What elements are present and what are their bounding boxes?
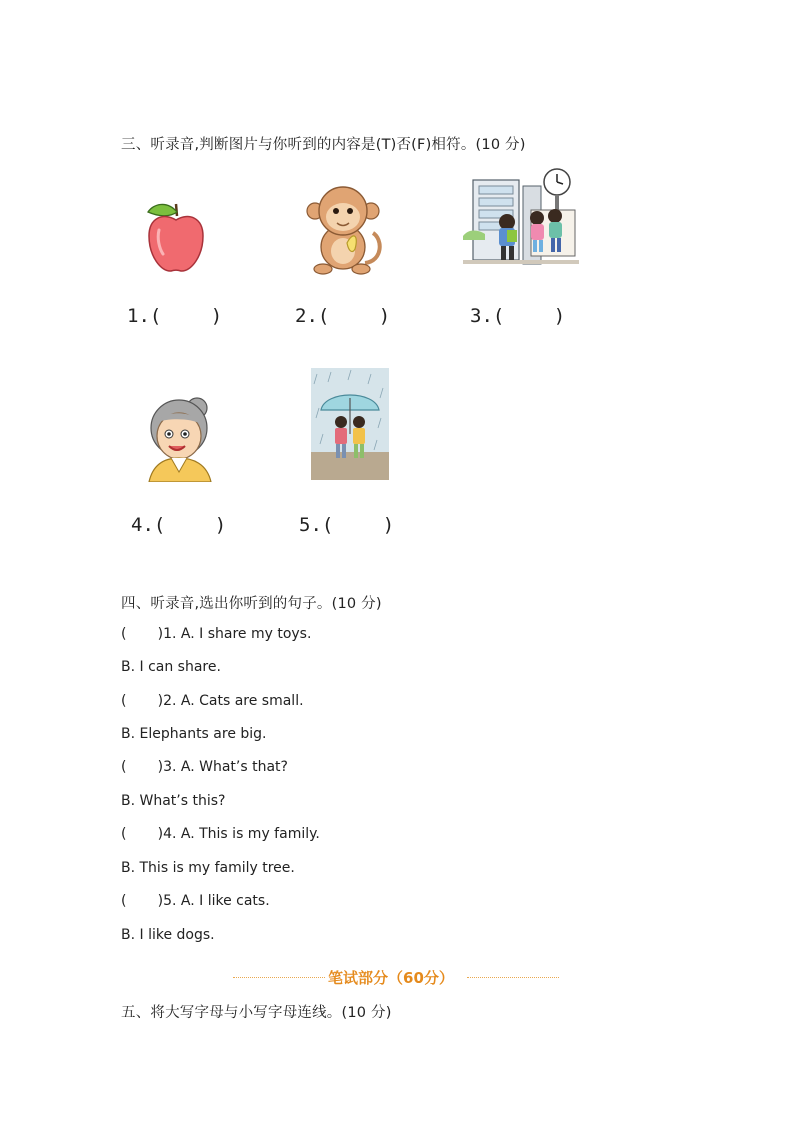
section4-title: 四、听录音,选出你听到的句子。(10 分)	[121, 596, 382, 612]
answer-blank-4[interactable]: 4.( )	[131, 514, 227, 536]
grandmother-icon	[145, 392, 217, 482]
written-section-banner: 笔试部分（60分）	[328, 969, 454, 987]
rain-umbrella-icon	[311, 368, 389, 480]
question-3-option-b: B. What’s this?	[121, 793, 226, 809]
question-5-option-a[interactable]: ( )5. A. I like cats.	[121, 893, 270, 909]
question-1-option-b: B. I can share.	[121, 659, 221, 675]
answer-blank-2[interactable]: 2.( )	[295, 305, 391, 327]
question-4-option-b: B. This is my family tree.	[121, 860, 295, 876]
question-5-option-b: B. I like dogs.	[121, 927, 215, 943]
apple-icon	[143, 198, 209, 274]
answer-blank-5[interactable]: 5.( )	[299, 514, 395, 536]
banner-divider-right	[467, 977, 559, 978]
school-children-icon	[463, 166, 579, 274]
question-4-option-a[interactable]: ( )4. A. This is my family.	[121, 826, 320, 842]
section5-title: 五、将大写字母与小写字母连线。(10 分)	[121, 1005, 392, 1021]
monkey-icon	[303, 183, 385, 275]
question-3-option-a[interactable]: ( )3. A. What’s that?	[121, 759, 288, 775]
question-2-option-b: B. Elephants are big.	[121, 726, 267, 742]
banner-divider-left	[233, 977, 325, 978]
section3-title: 三、听录音,判断图片与你听到的内容是(T)否(F)相符。(10 分)	[121, 137, 526, 153]
question-2-option-a[interactable]: ( )2. A. Cats are small.	[121, 693, 304, 709]
question-1-option-a[interactable]: ( )1. A. I share my toys.	[121, 626, 312, 642]
answer-blank-1[interactable]: 1.( )	[127, 305, 223, 327]
answer-blank-3[interactable]: 3.( )	[470, 305, 566, 327]
